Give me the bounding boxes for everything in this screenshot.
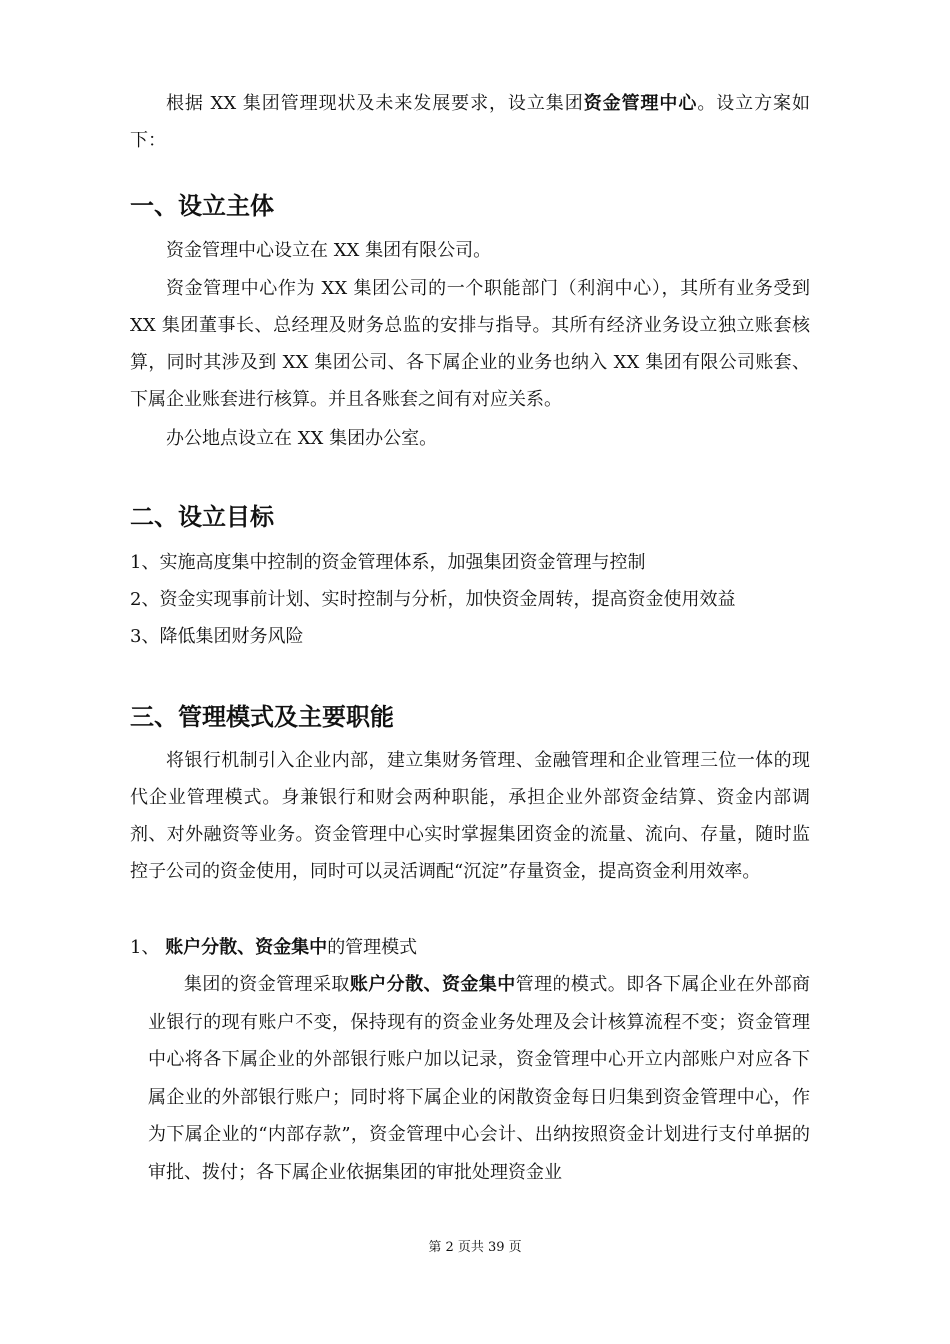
section3-heading: 三、管理模式及主要职能 <box>130 703 394 731</box>
subheading-number: 1、 <box>130 937 166 958</box>
sub1-text-1: 集团的资金管理采取 <box>184 974 350 995</box>
sub1-text-2: 管理的模式。即各下属企业在外部商业银行的现有账户不变，保持现有的资金业务处理及会计核算流程不变；资金管理中心将各下属企业的外部银行账户加以记录，资金管理中心开立内部账户对应各下属企业的外部银行账户；同时将下属企业的闲散资金每日归集到资金管理中心，作为下属企业的“内部存款”，资金管理中心会计、出纳按照资金计划进行支付单据的审批、拨付；各下属企业依据集团的审批处理资金业 <box>148 974 811 1183</box>
page-footer: 第 2 页共 39 页 <box>428 1240 522 1255</box>
section3-subheading-1 <box>130 929 417 966</box>
section1-heading: 一、设立主体 <box>130 192 274 220</box>
section1-paragraph-3: 办公地点设立在 XX 集团办公室。 <box>166 428 438 449</box>
intro-bold-text: 资金管理中心 <box>583 93 698 114</box>
subheading-rest-text: 的管理模式 <box>327 937 418 958</box>
intro-paragraph <box>130 85 810 159</box>
section3-sub1-paragraph <box>148 966 810 1191</box>
intro-text-1: 根据 XX 集团管理现状及未来发展要求，设立集团 <box>166 93 584 114</box>
section2-item-1: 1、实施高度集中控制的资金管理体系，加强集团资金管理与控制 <box>130 552 646 573</box>
subheading-bold-text: 账户分散、资金集中 <box>165 937 328 958</box>
section2-heading: 二、设立目标 <box>130 503 274 531</box>
section1-paragraph-2: 资金管理中心作为 XX 集团公司的一个职能部门（利润中心），其所有业务受到 XX 集团董事长、总经理及财务总监的安排与指导。其所有经济业务设立独立账套核算，同时其涉及到 XX 集团公司、各下属企业的业务也纳入 XX 集团有限公司账套、下属企业账套进行核算。并且各账套之间有对应关系。 <box>130 278 810 410</box>
intro-text-2: 。设立方案如下： <box>130 93 810 151</box>
section2-item-3: 3、降低集团财务风险 <box>130 626 304 647</box>
section3-paragraph-1: 将银行机制引入企业内部，建立集财务管理、金融管理和企业管理三位一体的现代企业管理模式。身兼银行和财会两种职能，承担企业外部资金结算、资金内部调剂、对外融资等业务。资金管理中心实时掌握集团资金的流量、流向、存量，随时监控子公司的资金使用，同时可以灵活调配“沉淀”存量资金，提高资金利用效率。 <box>130 750 810 882</box>
section2-item-2: 2、资金实现事前计划、实时控制与分析，加快资金周转，提高资金使用效益 <box>130 589 736 610</box>
section1-paragraph-1: 资金管理中心设立在 XX 集团有限公司。 <box>166 240 492 261</box>
sub1-bold-text: 账户分散、资金集中 <box>349 974 516 995</box>
